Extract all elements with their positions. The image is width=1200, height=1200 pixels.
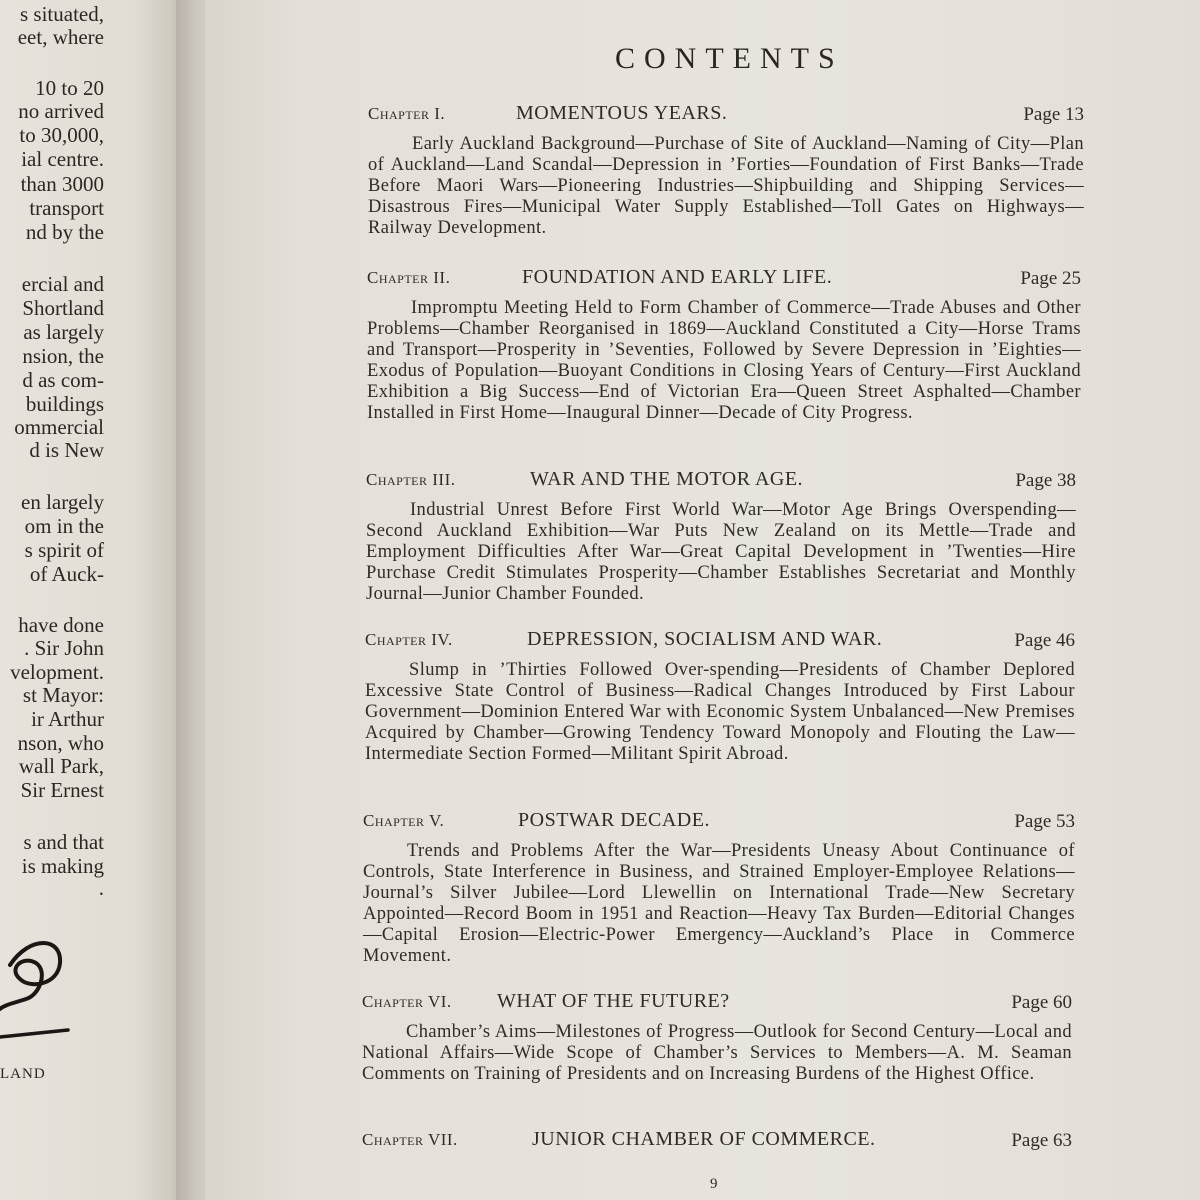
left-text-line: . Sir John bbox=[24, 636, 104, 660]
left-text-line: ial centre. bbox=[21, 147, 104, 171]
left-text-line: d as com- bbox=[22, 368, 104, 392]
chapter-entry bbox=[362, 990, 1072, 1085]
left-text-line: 10 to 20 bbox=[35, 76, 104, 100]
chapter-title: JUNIOR CHAMBER OF COMMERCE. bbox=[532, 1128, 876, 1150]
chapter-summary: Industrial Unrest Before First World War—Motor Age Brings Overspending—Second Auckland Exhibition—War Puts New Zealand on its Mettle—Trade and Employment Difficulties After War—Great Capital Development in ’Twenties—Hire Purchase Credit Stimulates Prosperity—Chamber Establishes Secretariat and Monthly Journal—Junior Chamber Founded. bbox=[366, 500, 1076, 604]
left-text-line: ir Arthur bbox=[31, 707, 104, 731]
chapter-number: Chapter VII. bbox=[362, 1130, 458, 1149]
chapter-number: Chapter II. bbox=[367, 268, 451, 287]
left-text-line: eet, where bbox=[17, 25, 104, 49]
left-text-line: nsion, the bbox=[22, 344, 104, 368]
chapter-number: Chapter V. bbox=[363, 811, 445, 830]
chapter-entry bbox=[363, 809, 1075, 967]
left-text-line: have done bbox=[18, 613, 104, 637]
left-text-line: transport bbox=[29, 196, 104, 220]
chapter-title: DEPRESSION, SOCIALISM AND WAR. bbox=[527, 628, 883, 650]
left-text-line: buildings bbox=[25, 392, 104, 416]
left-footer-label: LAND bbox=[0, 1066, 46, 1082]
chapter-number: Chapter IV. bbox=[365, 630, 453, 649]
left-text-line: en largely bbox=[21, 490, 104, 514]
chapter-title: WHAT OF THE FUTURE? bbox=[497, 990, 730, 1012]
left-text-line: than 3000 bbox=[20, 172, 104, 196]
chapter-entry bbox=[368, 102, 1084, 239]
chapter-page: Page 25 bbox=[1020, 268, 1081, 289]
chapter-page: Page 38 bbox=[1015, 470, 1076, 491]
chapter-entry bbox=[367, 266, 1081, 424]
chapter-title: WAR AND THE MOTOR AGE. bbox=[530, 468, 804, 490]
left-text-line: s spirit of bbox=[24, 538, 104, 562]
left-text-line: ercial and bbox=[21, 272, 104, 296]
chapter-page: Page 53 bbox=[1014, 811, 1075, 832]
chapter-title: FOUNDATION AND EARLY LIFE. bbox=[522, 266, 833, 288]
chapter-number: Chapter VI. bbox=[362, 992, 452, 1011]
page-title: CONTENTS bbox=[615, 42, 844, 75]
chapter-number: Chapter I. bbox=[368, 104, 446, 123]
left-text-line: om in the bbox=[24, 514, 104, 538]
chapter-summary: Impromptu Meeting Held to Form Chamber of Commerce—Trade Abuses and Other Problems—Chamber Reorganised in 1869—Auckland Constituted a City—Horse Trams and Transport—Prosperity in ’Seventies, Followed by Severe Depression in ’Eighties—Exodus of Population—Buoyant Conditions in Closing Years of Century—First Auckland Exhibition a Big Success—End of Victorian Era—Queen Street Asphalted—Chamber Installed in First Home—Inaugural Dinner—Decade of City Progress. bbox=[367, 298, 1081, 423]
left-text-line: no arrived bbox=[18, 99, 104, 123]
left-text-line: st Mayor: bbox=[22, 683, 104, 707]
chapter-page: Page 60 bbox=[1011, 992, 1072, 1013]
left-text-line: to 30,000, bbox=[19, 123, 104, 147]
left-text-line: wall Park, bbox=[18, 754, 104, 778]
left-text-line: d is New bbox=[29, 438, 104, 462]
left-text-line: nd by the bbox=[25, 220, 104, 244]
chapter-page: Page 46 bbox=[1014, 630, 1075, 651]
left-text-line: . bbox=[98, 876, 104, 900]
chapter-title: MOMENTOUS YEARS. bbox=[516, 102, 728, 124]
left-text-line: Sir Ernest bbox=[20, 778, 104, 802]
left-text-line: velopment. bbox=[10, 660, 104, 684]
left-text-line: s and that bbox=[23, 830, 104, 854]
chapter-summary: Chamber’s Aims—Milestones of Progress—Outlook for Second Century—Local and National Affairs—Wide Scope of Chamber’s Services to Members—A. M. Seaman Comments on Training of Presidents and on Increasing Burdens of the Highest Office. bbox=[362, 1022, 1072, 1084]
left-text-line: as largely bbox=[23, 320, 104, 344]
chapter-entry bbox=[366, 468, 1076, 605]
chapter-summary: Trends and Problems After the War—Presidents Uneasy About Continuance of Controls, State Interference in Business, and Strained Employer-Employee Relations—Journal’s Silver Jubilee—Lord Llewellin on International Trade—New Secretary Appointed—Record Boom in 1951 and Reaction—Heavy Tax Burden—Editorial Changes—Capital Erosion—Electric-Power Emergency—Auckland’s Place in Commerce Movement. bbox=[363, 841, 1075, 966]
handwritten-signature-icon bbox=[0, 925, 80, 1050]
chapter-number: Chapter III. bbox=[366, 470, 456, 489]
left-text-line: ommercial bbox=[14, 415, 104, 439]
page-number: 9 bbox=[710, 1176, 718, 1192]
chapter-entry bbox=[365, 628, 1075, 765]
left-text-line: of Auck- bbox=[29, 562, 104, 586]
left-text-line: s situated, bbox=[20, 2, 104, 26]
chapter-summary: Early Auckland Background—Purchase of Site of Auckland—Naming of City—Plan of Auckland—Land Scandal—Depression in ’Forties—Foundation of First Banks—Trade Before Maori Wars—Pioneering Industries—Shipbuilding and Shipping Services—Disastrous Fires—Municipal Water Supply Established—Toll Gates on Highways—Railway Development. bbox=[368, 134, 1084, 238]
chapter-summary: Slump in ’Thirties Followed Over-spending—Presidents of Chamber Deplored Excessive State Control of Business—Radical Changes Introduced by First Labour Government—Dominion Entered War with Economic System Unbalanced—New Premises Acquired by Chamber—Growing Tendency Toward Monopoly and Flouting the Law—Intermediate Section Formed—Militant Spirit Abroad. bbox=[365, 660, 1075, 764]
chapter-title: POSTWAR DECADE. bbox=[518, 809, 710, 831]
chapter-page: Page 63 bbox=[1011, 1130, 1072, 1151]
left-text-line: nson, who bbox=[17, 731, 104, 755]
chapter-page: Page 13 bbox=[1023, 104, 1084, 125]
left-text-line: is making bbox=[21, 854, 104, 878]
left-facing-page bbox=[0, 0, 190, 1200]
left-text-line: Shortland bbox=[22, 296, 104, 320]
chapter-entry bbox=[362, 1128, 1072, 1156]
contents-page bbox=[205, 0, 1200, 1200]
